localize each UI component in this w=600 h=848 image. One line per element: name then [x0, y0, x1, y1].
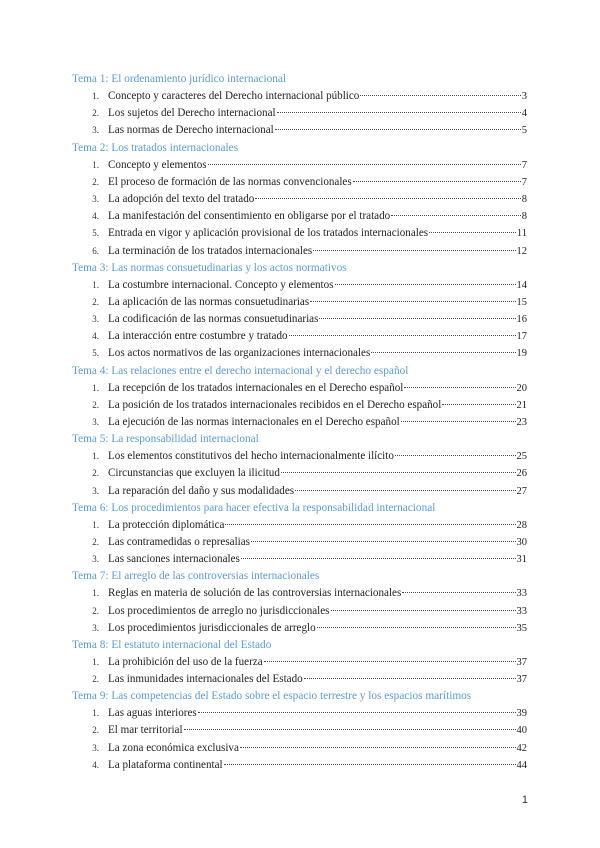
toc-entry[interactable]: [72, 88, 527, 105]
toc-entry[interactable]: [72, 105, 527, 122]
toc-entry[interactable]: [72, 157, 527, 174]
toc-entry-number: 5.: [92, 228, 99, 239]
dot-leader: [277, 111, 521, 113]
toc-section-title[interactable]: Tema 9: Las competencias del Estado sobre el espacio terrestre y los espacios marítimos: [72, 690, 472, 703]
toc-entry-number-wrap: [72, 534, 108, 551]
toc-entry[interactable]: [72, 294, 527, 311]
toc-entry[interactable]: [72, 705, 527, 722]
toc-entry-title: La prohibición del uso de la fuerza: [108, 655, 263, 668]
toc-entry-number: 3.: [92, 554, 99, 565]
toc-entry-number: 3.: [92, 622, 99, 633]
toc-entry[interactable]: [72, 311, 527, 328]
dot-leader: [395, 454, 516, 456]
dot-leader: [360, 94, 520, 96]
toc-entry-number-wrap: [72, 88, 108, 105]
dot-leader: [391, 214, 521, 216]
toc-entry[interactable]: [72, 585, 527, 602]
toc-entry-page: 31: [516, 554, 527, 566]
toc-section: [72, 431, 527, 500]
toc-entry-title: La adopción del texto del tratado: [108, 192, 255, 205]
dot-leader: [401, 420, 516, 422]
toc-entry-number-wrap: [72, 585, 108, 602]
toc-section: [72, 688, 527, 774]
toc-entry[interactable]: [72, 551, 527, 568]
toc-entry-title: Las inmunidades internacionales del Estado: [108, 673, 303, 686]
toc-entry-number-wrap: [72, 722, 108, 739]
toc-entry-number: 2.: [92, 536, 99, 547]
dot-leader: [313, 249, 515, 251]
toc-entry[interactable]: [72, 191, 527, 208]
toc-entry-page: 8: [521, 211, 527, 223]
toc-entry-title: Las contramedidas o represalias: [108, 535, 251, 548]
toc-entry-title: La ejecución de las normas internacionales en el Derecho español: [108, 416, 400, 428]
toc-entry-number: 1.: [92, 91, 99, 101]
toc-entry-number: 1.: [92, 708, 99, 719]
dot-leader: [198, 711, 516, 713]
toc-entry-title: La posición de los tratados internacionales recibidos en el Derecho español: [108, 398, 442, 411]
toc-section-title[interactable]: Tema 2: Los tratados internacionales: [72, 141, 239, 154]
toc-section: [72, 260, 527, 363]
toc-entry-number: 1.: [92, 159, 99, 170]
toc-entry-page: 5: [521, 125, 527, 137]
toc-entry-number-wrap: [72, 311, 108, 328]
toc-entry-page: 14: [516, 279, 527, 291]
toc-entry[interactable]: [72, 225, 527, 242]
dot-leader: [331, 609, 516, 611]
toc-entry-number-wrap: [72, 294, 108, 311]
toc-entry-number-wrap: [72, 105, 108, 122]
toc-entry-number-wrap: [72, 705, 108, 722]
dot-leader: [402, 591, 515, 593]
toc-entry-title: Concepto y caracteres del Derecho internacional público: [108, 90, 360, 102]
toc-entry-page: 44: [516, 759, 527, 771]
toc-entry-page: 27: [516, 485, 527, 497]
toc-section-title[interactable]: Tema 4: Las relaciones entre el derecho internacional y el derecho español: [72, 364, 409, 377]
toc-entry-page: 39: [516, 708, 527, 720]
dot-leader: [371, 351, 515, 353]
dot-leader: [184, 728, 516, 730]
dot-leader: [289, 334, 516, 336]
toc-entry-number: 4.: [92, 331, 99, 342]
toc-entry-title: La interacción entre costumbre y tratado: [108, 330, 288, 343]
dot-leader: [442, 403, 515, 405]
toc-entry-number-wrap: [72, 603, 108, 620]
toc-entry-page: 35: [516, 622, 527, 634]
toc-entry-page: 40: [516, 725, 527, 737]
toc-entry-title: La terminación de los tratados internacionales: [108, 244, 313, 257]
toc-entry-number: 2.: [92, 674, 99, 685]
toc-entry-title: Los procedimientos jurisdiccionales de arreglo: [108, 621, 316, 634]
dot-leader: [241, 557, 516, 559]
toc-entry-title: La costumbre internacional. Concepto y elementos: [108, 278, 334, 291]
toc-entry[interactable]: [72, 740, 527, 757]
toc-entry-title: La zona económica exclusiva: [108, 741, 239, 754]
dot-leader: [353, 180, 521, 182]
toc-entry-title: La recepción de los tratados internacionales en el Derecho español: [108, 381, 404, 394]
toc-entry-title: Reglas en materia de solución de las controversias internacionales: [108, 587, 402, 600]
toc-entry-number: 2.: [92, 605, 99, 616]
toc-entry-page: 30: [516, 536, 527, 548]
dot-leader: [251, 540, 515, 542]
toc-entry[interactable]: [72, 345, 527, 362]
toc-entry-number-wrap: [72, 157, 108, 174]
dot-leader: [255, 197, 520, 199]
toc-entry-page: 37: [516, 656, 527, 668]
toc-entry-number-wrap: [72, 208, 108, 225]
toc-entry-page: 12: [516, 245, 527, 257]
toc-entry-page: 7: [521, 159, 527, 171]
toc-entry-number-wrap: [72, 654, 108, 671]
toc-entry-number: 2.: [92, 108, 99, 119]
table-of-contents: [72, 71, 527, 774]
dot-leader: [208, 163, 521, 165]
toc-entry[interactable]: [72, 722, 527, 739]
toc-entry-number: 3.: [92, 742, 99, 753]
toc-entry-title: El mar territorial: [108, 724, 183, 737]
dot-leader: [319, 317, 515, 319]
toc-entry[interactable]: [72, 671, 527, 688]
dot-leader: [317, 626, 516, 628]
dot-leader: [240, 746, 516, 748]
toc-entry-title: Las normas de Derecho internacional: [108, 124, 274, 137]
toc-entry[interactable]: [72, 277, 527, 294]
toc-section-title[interactable]: Tema 7: El arreglo de las controversias internacionales: [72, 570, 320, 583]
toc-entry-number-wrap: [72, 483, 108, 500]
toc-entry-number: 4.: [92, 211, 99, 222]
toc-entry-number-wrap: [72, 345, 108, 362]
dot-leader: [304, 677, 516, 679]
toc-entry-title: Entrada en vigor y aplicación provisional de los tratados internacionales: [108, 227, 429, 240]
dot-leader: [225, 523, 515, 525]
toc-entry-page: 7: [521, 176, 527, 188]
toc-entry[interactable]: [72, 620, 527, 637]
toc-entry-page: 42: [516, 742, 527, 754]
dot-leader: [404, 386, 515, 388]
toc-entry-number-wrap: [72, 243, 108, 260]
toc-entry-number-wrap: [72, 397, 108, 414]
page-number: 1: [521, 794, 528, 806]
toc-entry-page: 11: [516, 228, 527, 240]
toc-entry[interactable]: [72, 465, 527, 482]
toc-entry-number: 2.: [92, 399, 99, 410]
toc-entry-page: 33: [516, 588, 527, 600]
toc-section: [72, 637, 527, 688]
toc-entry-page: 15: [516, 296, 527, 308]
toc-entry[interactable]: [72, 448, 527, 465]
toc-entry-number-wrap: [72, 380, 108, 397]
toc-entry-page: 25: [516, 451, 527, 463]
toc-entry-number: 1.: [92, 279, 99, 290]
toc-entry[interactable]: [72, 603, 527, 620]
toc-section-title[interactable]: Tema 5: La responsabilidad internacional: [72, 433, 259, 446]
toc-entry-number-wrap: [72, 465, 108, 482]
toc-entry-number: 3.: [92, 125, 99, 136]
toc-entry[interactable]: [72, 380, 527, 397]
toc-entry-title: La reparación del daño y sus modalidades: [108, 484, 295, 497]
toc-entry[interactable]: [72, 414, 527, 431]
toc-entry[interactable]: [72, 328, 527, 345]
dot-leader: [281, 471, 516, 473]
toc-entry-title: La aplicación de las normas consuetudinarias: [108, 295, 310, 308]
toc-entry-page: 37: [516, 674, 527, 686]
toc-entry-number-wrap: [72, 191, 108, 208]
toc-entry-page: 33: [516, 605, 527, 617]
toc-entry-number: 3.: [92, 417, 99, 427]
toc-entry-number: 5.: [92, 348, 99, 359]
toc-entry-number: 1.: [92, 519, 99, 530]
dot-leader: [310, 300, 515, 302]
toc-entry[interactable]: [72, 208, 527, 225]
toc-entry-number: 6.: [92, 245, 99, 256]
toc-entry-number-wrap: [72, 740, 108, 757]
toc-entry-title: Las sanciones internacionales: [108, 553, 240, 566]
dot-leader: [335, 283, 516, 285]
toc-entry-title: Los procedimientos de arreglo no jurisdiccionales: [108, 604, 330, 617]
toc-entry-number-wrap: [72, 551, 108, 568]
toc-entry-number-wrap: [72, 757, 108, 774]
toc-entry-number-wrap: [72, 122, 108, 139]
toc-entry-title: La codificación de las normas consuetudinarias: [108, 313, 319, 326]
toc-entry-number: 1.: [92, 451, 99, 462]
toc-entry-number-wrap: [72, 448, 108, 465]
toc-entry-number-wrap: [72, 671, 108, 688]
toc-entry-number: 2.: [92, 468, 99, 479]
toc-section: [72, 568, 527, 637]
toc-entry-number: 3.: [92, 193, 99, 204]
toc-entry-page: 20: [516, 382, 527, 394]
dot-leader: [224, 763, 516, 765]
toc-entry-number: 1.: [92, 656, 99, 667]
toc-entry-number-wrap: [72, 414, 108, 431]
toc-entry-title: El proceso de formación de las normas convencionales: [108, 175, 352, 188]
toc-entry[interactable]: [72, 243, 527, 260]
toc-entry[interactable]: [72, 483, 527, 500]
toc-entry-number-wrap: [72, 620, 108, 637]
toc-entry-page: 21: [516, 399, 527, 411]
toc-entry-title: La manifestación del consentimiento en obligarse por el tratado: [108, 210, 391, 223]
toc-section: [72, 71, 527, 140]
toc-entry-number: 3.: [92, 314, 99, 325]
toc-entry[interactable]: [72, 654, 527, 671]
toc-entry-page: 23: [516, 417, 527, 428]
toc-entry-title: Las aguas interiores: [108, 707, 197, 720]
toc-entry-number-wrap: [72, 225, 108, 242]
toc-section-title[interactable]: Tema 1: El ordenamiento jurídico internacional: [72, 73, 287, 85]
toc-section-title[interactable]: Tema 8: El estatuto internacional del Estado: [72, 638, 272, 651]
toc-entry-page: 19: [516, 348, 527, 360]
toc-entry-page: 8: [521, 193, 527, 205]
toc-entry-title: Los actos normativos de las organizaciones internacionales: [108, 347, 371, 360]
dot-leader: [264, 660, 516, 662]
toc-section: [72, 500, 527, 569]
toc-entry-title: Los sujetos del Derecho internacional: [108, 107, 276, 120]
toc-section-title[interactable]: Tema 3: Las normas consuetudinarias y los actos normativos: [72, 261, 347, 274]
toc-entry-page: 3: [521, 91, 527, 102]
toc-section: [72, 140, 527, 260]
toc-entry-title: Concepto y elementos: [108, 158, 207, 171]
toc-entry-title: La plataforma continental: [108, 758, 223, 771]
toc-entry[interactable]: [72, 174, 527, 191]
toc-entry-page: 4: [521, 108, 527, 120]
toc-entry-number-wrap: [72, 174, 108, 191]
toc-entry[interactable]: [72, 397, 527, 414]
toc-entry-title: Circunstancias que excluyen la ilicitud: [108, 467, 280, 480]
toc-entry-number-wrap: [72, 328, 108, 345]
toc-entry[interactable]: [72, 534, 527, 551]
toc-entry[interactable]: [72, 122, 527, 139]
toc-entry-number: 1.: [92, 382, 99, 393]
toc-entry-number: 2.: [92, 296, 99, 307]
toc-entry-page: 16: [516, 314, 527, 326]
toc-entry-page: 28: [516, 519, 527, 531]
toc-section: [72, 363, 527, 432]
toc-section-title[interactable]: Tema 6: Los procedimientos para hacer efectiva la responsabilidad internacional: [72, 501, 436, 514]
toc-entry-number: 1.: [92, 588, 99, 599]
toc-entry-number-wrap: [72, 277, 108, 294]
toc-entry-title: La protección diplomática: [108, 518, 225, 531]
toc-entry[interactable]: [72, 517, 527, 534]
toc-entry-title: Los elementos constitutivos del hecho internacionalmente ilícito: [108, 450, 394, 463]
toc-entry-page: 26: [516, 468, 527, 480]
toc-entry-number: 2.: [92, 176, 99, 187]
toc-entry[interactable]: [72, 757, 527, 774]
toc-entry-page: 17: [516, 331, 527, 343]
toc-entry-number: 3.: [92, 485, 99, 496]
toc-entry-number: 4.: [92, 759, 99, 770]
toc-entry-number-wrap: [72, 517, 108, 534]
dot-leader: [275, 128, 521, 130]
dot-leader: [429, 231, 516, 233]
toc-entry-number: 2.: [92, 725, 99, 736]
dot-leader: [295, 489, 515, 491]
